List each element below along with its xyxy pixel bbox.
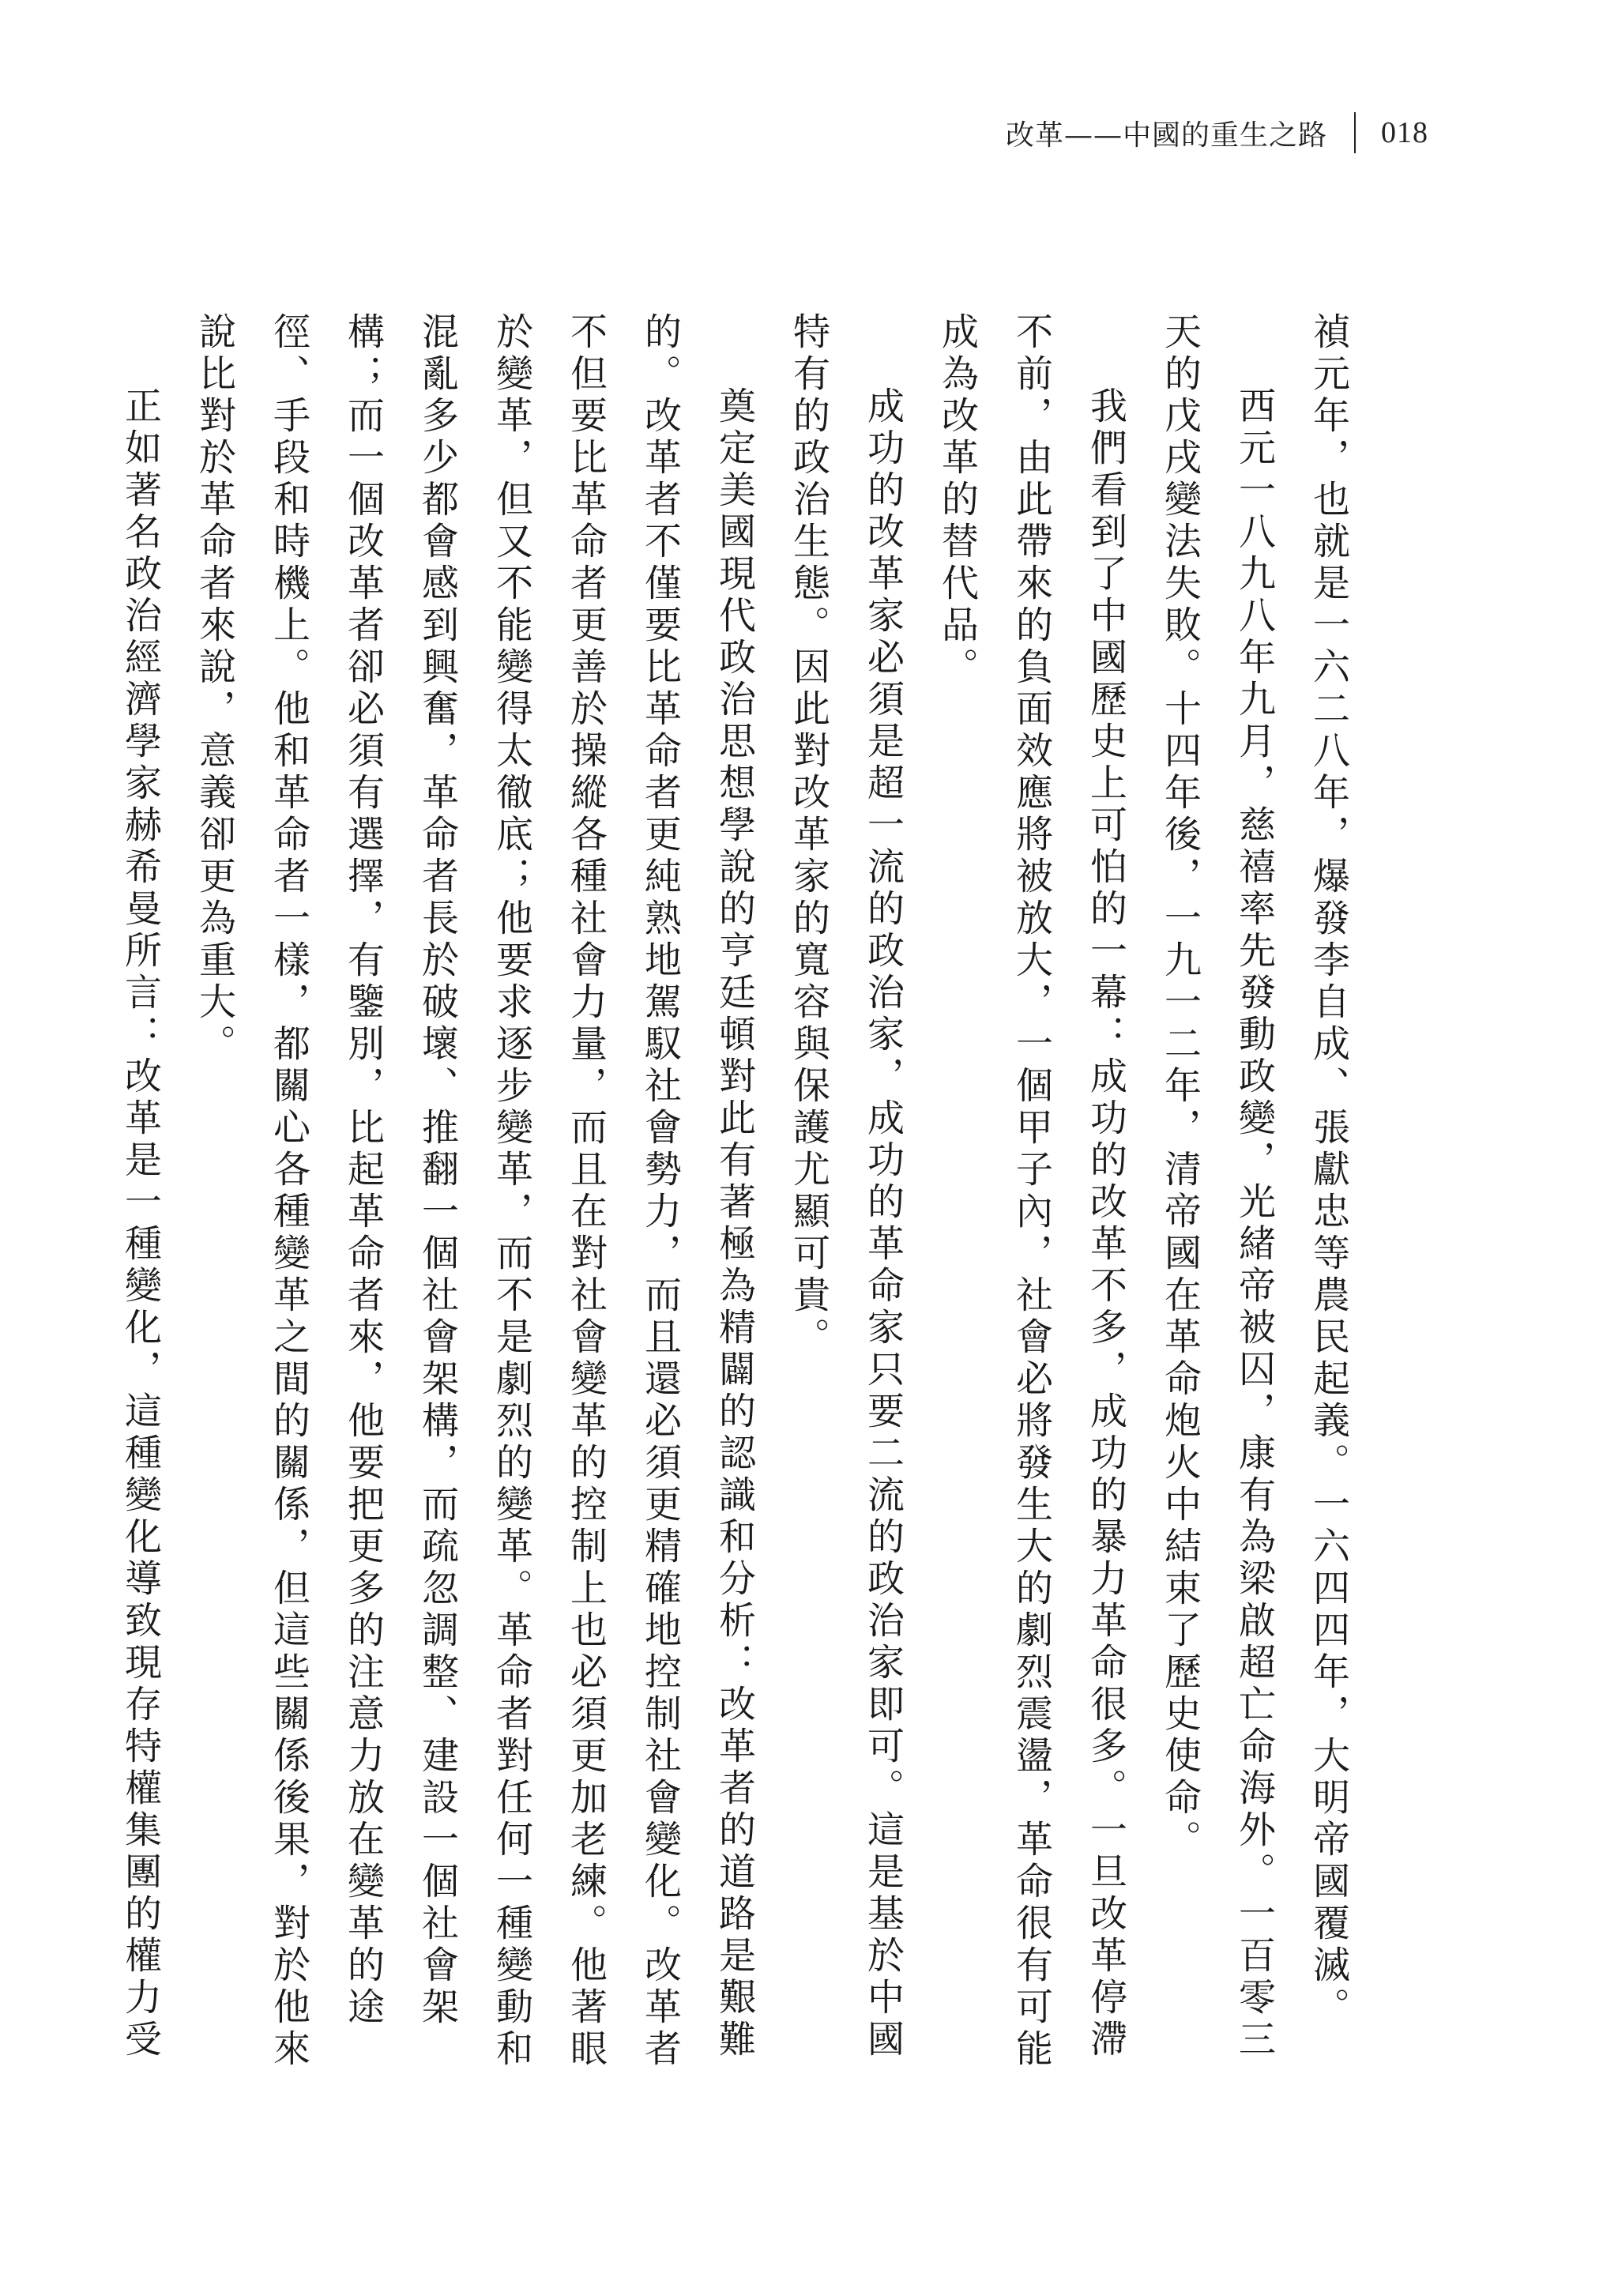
paragraph: 西元一八九八年九月，慈禧率先發動政變，光緒帝被囚，康有為梁啟超亡命海外。一百零三天的戊戌變法失敗。十四年後，一九一二年，清帝國在革命炮火中結束了歷史使命。	[1158, 312, 1276, 2061]
paragraph: 我們看到了中國歷史上可怕的一幕：成功的改革不多，成功的暴力革命很多。一旦改革停滯不前，由此帶來的負面效應將被放大，一個甲子內，社會必將發生大的劇烈震盪，革命很有可能成為改革的替代品。	[935, 312, 1127, 2071]
page-number: 018	[1381, 116, 1428, 149]
body-text	[103, 312, 1365, 2090]
book-title: 改革——中國的重生之路	[1005, 119, 1327, 152]
paragraph: 禎元年，也就是一六二八年，爆發李自成、張獻忠等農民起義。一六四四年，大明帝國覆滅。	[1307, 312, 1350, 2029]
paragraph: 奠定美國現代政治思想學說的亨廷頓對此有著極為精闢的認識和分析：改革者的道路是艱難的。改革者不僅要比革命者更純熟地駕馭社會勢力，而且還必須更精確地控制社會變化。改革者不但要比革命者更善於操縱各種社會力量，而且在對社會變革的控制上也必須更加老練。他著眼於變革，但又不能變得太徹底；他要求逐步變革，而不是劇烈的變革。革命者對任何一種變動和混亂多少都會感到興奮，革命者長於破壞、推翻一個社會架構，而疏忽調整、建設一個社會架構；而一個改革者卻必須有選擇，有鑒別，比起革命者來，他要把更多的注意力放在變革的途徑、手段和時機上。他和革命者一樣，都關心各種變革之間的關係，但這些關係後果，對於他來說比對於革命者來說，意義卻更為重大。	[193, 312, 756, 2071]
paragraph: 成功的改革家必須是超一流的政治家，成功的革命家只要二流的政治家即可。這是基於中國特有的政治生態。因此對改革家的寬容與保護尤顯可貴。	[787, 312, 905, 2061]
paragraph: 正如著名政治經濟學家赫希曼所言：改革是一種變化，這種變化導致現存特權集團的權力受	[119, 386, 162, 2061]
header-divider	[1354, 112, 1356, 153]
running-header	[1006, 109, 1428, 156]
